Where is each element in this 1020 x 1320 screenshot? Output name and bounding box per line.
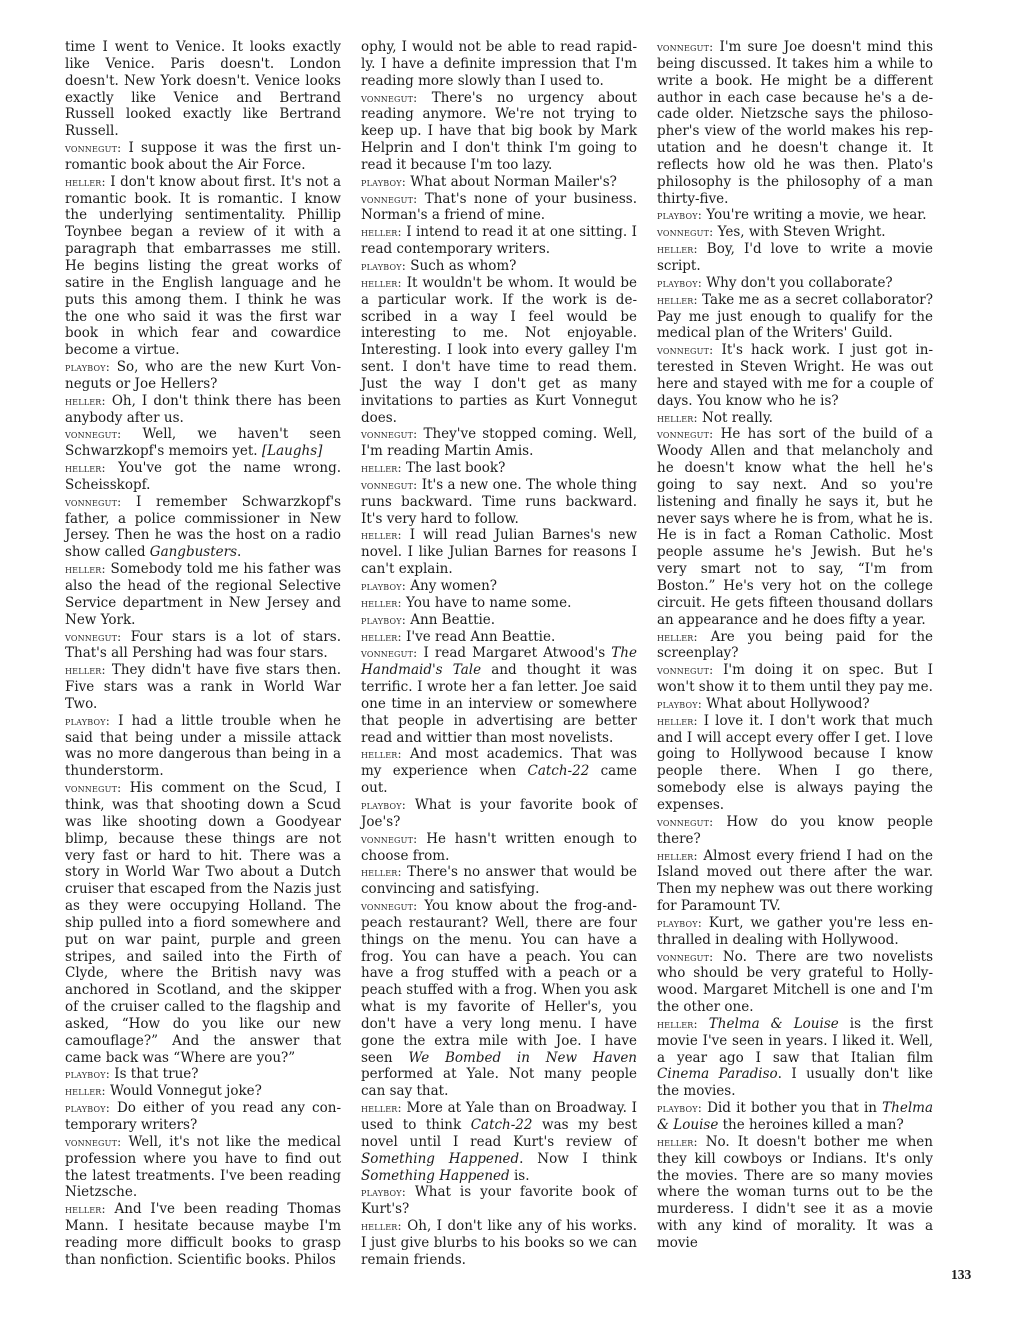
speaker-label: playboy: — [65, 1067, 110, 1082]
italic-title: Something Happened — [361, 1150, 520, 1167]
paragraph-text: Well, it's not like the medical profession where you have to find out the latest treatments. I've been reading Nietzsche. — [65, 1133, 341, 1201]
paragraph-text: Is that true? — [114, 1066, 199, 1083]
italic-title: We Bombed in New Haven — [408, 1049, 638, 1066]
interview-paragraph — [657, 814, 933, 848]
speaker-label: heller: — [657, 629, 698, 644]
paragraph-text: . Now I think — [519, 1150, 638, 1167]
speaker-label: heller: — [657, 242, 698, 257]
paragraph-text: . I usually don't like the movies. — [657, 1066, 934, 1100]
paragraph-text: No. It doesn't bother me when they kill cowboys or Indians. It's only the movies. There are so many movies where the woman turns out to be the murderess. I didn't see it as a movie with any kind of morality. It was a movie — [657, 1133, 933, 1251]
paragraph-text: They didn't have five stars then. Five stars was a rank in World War Two. — [65, 662, 341, 712]
paragraph-text: Somebody told me his father was also the head of the regional Selective Service department in New Jersey and New York. — [65, 561, 341, 628]
speaker-label: playboy: — [361, 174, 406, 189]
speaker-label: heller: — [65, 562, 106, 577]
paragraph-text: Any women? — [410, 578, 498, 594]
interview-paragraph — [65, 629, 341, 663]
italic-title: Something Happened — [361, 1167, 510, 1184]
speaker-label: heller: — [361, 865, 402, 880]
speaker-label: heller: — [65, 393, 106, 408]
interview-paragraph — [361, 746, 637, 797]
paragraph-text: Kurt, we gather you're less enthralled in dealing with Hollywood. — [657, 914, 933, 948]
speaker-label: playboy: — [361, 1185, 406, 1200]
interview-paragraph — [361, 39, 637, 90]
paragraph-text: What about Norman Mailer's? — [410, 173, 617, 190]
paragraph-text: Yes, with Steven Wright. — [717, 224, 886, 241]
interview-paragraph — [65, 174, 341, 359]
speaker-label: vonnegut: — [361, 831, 418, 846]
speaker-label: heller: — [361, 275, 402, 290]
speaker-label: heller: — [361, 629, 402, 644]
speaker-label: playboy: — [65, 360, 110, 375]
interview-paragraph — [65, 561, 341, 628]
speaker-label: heller: — [657, 1134, 698, 1149]
paragraph-text: I've read Ann Beattie. — [406, 628, 556, 645]
speaker-label: heller: — [361, 1219, 402, 1234]
paragraph-text: He has sort of the build of a Woody Allen and that melancholy and he doesn't know what the hell he's going to say next. And so you're listening and finally he says it, but he never says where he is from, what he is. He is in fact a Roman Catholic. Most people assume he's Jewish. But he's very smart not to say, “I'm from Boston.” He's very hot on the college circuit. He gets fifteen thousand dollars an appearance and he does fifty a year. — [657, 426, 933, 628]
interview-paragraph — [361, 831, 637, 865]
paragraph-text: His comment on the Scud, I think, was that shooting down a Scud was like shooting down a Goodyear blimp, because these things are not very fast or hard to hit. There was a story in World War Two about a Dutch cruiser that escaped from the Nazis just as they were occupying Holland. The ship pulled into a fiord somewhere and put on war paint, purple and green stripes, and sailed into the Firth of Clyde, where the British navy was anchored in Scotland, and the skipper of the cruiser called to the flagship and asked, “How do you like our new camouflage?” And the answer that came back was “Where are you?” — [65, 780, 341, 1066]
paragraph-text: He hasn't written enough to choose from. — [361, 830, 637, 864]
interview-paragraph — [65, 393, 341, 427]
paragraph-text: What is your favorite book of Kurt's? — [361, 1184, 637, 1218]
interview-paragraph — [657, 207, 933, 224]
speaker-label: vonnegut: — [361, 477, 418, 492]
speaker-label: vonnegut: — [657, 343, 714, 358]
interview-paragraph — [361, 645, 637, 746]
paragraph-text: I'm sure Joe doesn't mind this being discussed. It takes him a while to write a book. He might be a different author in each case because he's a decade older. Nietzsche says the philosopher's view of the world makes his reputation and he doesn't change it. It reflects how old he was then. Plato's philosophy is the philosophy of a man thirty-five. — [657, 39, 934, 207]
speaker-label: vonnegut: — [657, 427, 714, 442]
paragraph-text: How do you know people there? — [657, 813, 934, 847]
interview-paragraph — [657, 1100, 933, 1134]
speaker-label: heller: — [65, 1084, 106, 1099]
speaker-label: playboy: — [657, 696, 702, 711]
interview-paragraph — [657, 426, 933, 628]
paragraph-text: I don't know about first. It's not a romantic book. It is romantic. I know the underlying sentimentality. Phillip Toynbee began a review of it with a paragraph that embarrasses me still. He begins listing the great works of satire in the English language and he puts this among them. I think he was the one who said it was the first war book in which fear and cowardice become a virtue. — [65, 173, 342, 359]
paragraph-text: came out. — [361, 763, 637, 797]
interview-paragraph — [65, 662, 341, 713]
speaker-label: vonnegut: — [65, 629, 122, 644]
paragraph-text: What about Hollywood? — [706, 695, 870, 712]
speaker-label: heller: — [361, 747, 402, 762]
paragraph-text: performed at Yale. Not many people can say that. — [361, 1066, 637, 1100]
interview-paragraph — [361, 258, 637, 275]
speaker-label: vonnegut: — [65, 494, 122, 509]
speaker-label: vonnegut: — [361, 427, 418, 442]
paragraph-text: is the first movie I've seen in years. I liked it. Well, a year ago I saw that Italian film — [657, 1015, 933, 1066]
interview-paragraph — [361, 191, 637, 225]
speaker-label: playboy: — [361, 797, 406, 812]
interview-paragraph — [657, 949, 933, 1016]
speaker-label: vonnegut: — [361, 90, 418, 105]
interview-paragraph — [361, 797, 637, 831]
paragraph-text: Take me as a secret collaborator? Pay me just enough to qualify for the medical plan of the Writers' Guild. — [657, 291, 933, 342]
paragraph-text: What is your favorite book of Joe's? — [361, 796, 637, 830]
interview-paragraph — [361, 90, 637, 174]
speaker-label: playboy: — [657, 275, 702, 290]
interview-paragraph — [361, 174, 637, 191]
interview-paragraph — [657, 410, 933, 427]
speaker-label: playboy: — [657, 1101, 702, 1116]
paragraph-text: Boy, I'd love to write a movie script. — [657, 241, 934, 274]
interview-paragraph — [361, 477, 637, 528]
interview-paragraph — [65, 1083, 341, 1100]
speaker-label: vonnegut: — [361, 646, 418, 661]
interview-paragraph — [65, 140, 341, 174]
paragraph-text: I read Margaret Atwood's — [423, 645, 606, 662]
interview-paragraph — [361, 1218, 637, 1269]
paragraph-text: I suppose it was the first unromantic book about the Air Force. — [65, 140, 341, 173]
speaker-label: heller: — [65, 174, 106, 189]
paragraph-text: Well, we haven't seen Schwarzkopf's memoirs yet. — [65, 426, 341, 460]
interview-paragraph — [657, 1016, 933, 1100]
interview-paragraph — [361, 275, 637, 427]
speaker-label: heller: — [361, 461, 402, 476]
paragraph-text: You know about the frog-and-peach restaurant? Well, there are four things on the menu. You can have a frog. You can have a peach. You can have a frog stuffed with a peach or a peach stuffed with a frog. When you ask what is my favorite of Heller's, you don't have a very long menu. I have gone the extra mile with Joe. I have seen — [361, 898, 637, 1066]
speaker-label: heller: — [657, 848, 698, 863]
interview-paragraph — [657, 39, 933, 207]
paragraph-text: I will read Julian Barnes's new novel. I like Julian Barnes for reasons I can't explain. — [361, 527, 637, 578]
interview-paragraph — [657, 713, 933, 814]
speaker-label: vonnegut: — [65, 1134, 122, 1149]
paragraph-text: Ann Beattie. — [410, 611, 496, 628]
interview-paragraph — [657, 342, 933, 409]
interview-paragraph — [65, 460, 341, 494]
interview-paragraph — [657, 224, 933, 241]
paragraph-text: Would Vonnegut joke? — [110, 1083, 262, 1100]
interview-paragraph — [65, 780, 341, 1066]
paragraph-text: You're writing a movie, we hear. — [706, 207, 927, 224]
paragraph-text: . — [237, 544, 242, 561]
speaker-label: heller: — [361, 1101, 402, 1116]
speaker-label: playboy: — [657, 915, 702, 930]
paragraph-text: It's a new one. The whole thing runs backward. Time runs backward. It's very hard to follow. — [361, 476, 637, 527]
paragraph-text: Four stars is a lot of stars. That's all Pershing had was four stars. — [65, 628, 341, 662]
paragraph-text: Oh, I don't like any of his works. I just give blurbs to his books so we can remain friends. — [361, 1218, 637, 1268]
speaker-label: heller: — [361, 595, 402, 610]
interview-paragraph — [361, 629, 637, 646]
interview-paragraph — [361, 460, 637, 477]
italic-title: Thelma & Louise — [708, 1015, 839, 1032]
speaker-label: playboy: — [65, 1101, 110, 1116]
paragraph-text: and thought it was terrific. I wrote her a fan letter. Joe said one time in an interview or somewhere that people in advertising are better read and wittier than most novelists. — [361, 662, 637, 746]
italic-title: Gangbusters — [149, 544, 238, 561]
interview-paragraph — [657, 848, 933, 915]
interview-paragraph — [657, 275, 933, 292]
paragraph-text: ophy, I would not be able to read rapidly. I have a definite impression that I'm reading more slowly than I used to. — [361, 39, 637, 89]
interview-paragraph — [361, 1184, 637, 1218]
interview-paragraph — [361, 224, 637, 258]
italic-title: Cinema Paradiso — [657, 1066, 778, 1083]
italic-title: The Handmaid's Tale — [361, 645, 637, 679]
speaker-label: heller: — [657, 713, 698, 728]
speaker-label: heller: — [361, 528, 402, 543]
interview-paragraph — [361, 426, 637, 460]
speaker-label: vonnegut: — [657, 40, 714, 54]
italic-title: Catch-22 — [527, 763, 590, 780]
speaker-label: heller: — [657, 1016, 698, 1031]
interview-paragraph — [65, 1066, 341, 1083]
interview-paragraph — [65, 494, 341, 561]
page-number: 133 — [951, 1267, 972, 1282]
paragraph-text: And I've been reading Thomas Mann. I hesitate because maybe I'm reading more difficult books to grasp than nonfiction. Scientific books. Philos — [65, 1201, 341, 1268]
paragraph-text: They've stopped coming. Well, I'm reading Martin Amis. — [361, 426, 637, 460]
speaker-label: heller: — [65, 663, 106, 678]
interview-paragraph — [65, 1134, 341, 1201]
interview-paragraph — [361, 612, 637, 629]
interview-paragraph — [361, 864, 637, 898]
interview-paragraph — [65, 1201, 341, 1268]
interview-paragraph — [657, 241, 933, 275]
italic-title: [Laughs] — [261, 443, 323, 460]
speaker-label: vonnegut: — [657, 663, 714, 678]
paragraph-text: Not really. — [702, 409, 773, 426]
speaker-label: vonnegut: — [361, 899, 418, 914]
paragraph-text: I love it. I don't work that much and I will accept every offer I get. I love going to Hollywood because I know people there. When I go there, somebody else is always paying the expenses. — [657, 712, 933, 813]
speaker-label: vonnegut: — [65, 427, 122, 442]
speaker-label: vonnegut: — [657, 814, 714, 829]
paragraph-text: It wouldn't be whom. It would be a particular work. If the work is described in a way I feel would be interesting to me. Not enjoyable. Interesting. I look into every galley I'm sent. I don't have time to read them. Just the way I don't get as many invitations to parties as Kurt Vonnegut does. — [361, 274, 637, 426]
paragraph-text: More at Yale than on Broadway. I used to think — [361, 1100, 637, 1133]
paragraph-text: is. — [509, 1167, 530, 1184]
paragraph-text: Are you being paid for the screenplay? — [657, 628, 934, 662]
paragraph-text: You have to name some. — [406, 594, 572, 611]
interview-paragraph — [361, 595, 637, 612]
interview-paragraph — [65, 426, 341, 460]
paragraph-text: There's no urgency about reading anymore. We're not trying to keep up. I have that big book by Mark Helprin and I don't think I'm going to read it because I'm too lazy. — [361, 89, 637, 173]
speaker-label: vonnegut: — [65, 141, 122, 156]
paragraph-text: time I went to Venice. It looks exactly like Venice. Paris doesn't. London doesn't. New York doesn't. Venice looks exactly like Venice and Bertrand Russell looked exactly like Bertrand Russell. — [65, 39, 341, 140]
interview-paragraph — [657, 1134, 933, 1252]
paragraph-text: I had a little trouble when he said that being under a missile attack was no more dangerous than being in a thunderstorm. — [65, 712, 342, 780]
interview-paragraph — [361, 527, 637, 578]
speaker-label: vonnegut: — [657, 949, 714, 964]
paragraph-text: No. There are two novelists who should be very grateful to Hollywood. Margaret Mitchell is one and I'm the other one. — [657, 948, 933, 1016]
paragraph-text: Almost every friend I had on the Island moved out there after the war. Then my nephew was out there working for Paramount TV. — [657, 847, 933, 915]
italic-title: Catch-22 — [470, 1117, 533, 1133]
paragraph-text: Do either of you read any contemporary writers? — [65, 1100, 341, 1133]
paragraph-text: I intend to read it at one sitting. I read contemporary writers. — [361, 224, 637, 258]
speaker-label: heller: — [65, 1202, 106, 1217]
interview-paragraph — [657, 696, 933, 713]
speaker-label: playboy: — [65, 713, 110, 728]
interview-paragraph — [361, 898, 637, 1100]
speaker-label: heller: — [657, 292, 698, 307]
paragraph-text: It's hack work. I just got interested in Steven Wright. He was out here and stayed with me for a couple of days. You know who he is? — [657, 342, 933, 409]
interview-paragraph — [65, 713, 341, 780]
interview-paragraph — [361, 1100, 637, 1184]
interview-paragraph — [65, 359, 341, 393]
speaker-label: playboy: — [361, 579, 406, 593]
interview-paragraph — [657, 915, 933, 949]
paragraph-text: So, who are the new Kurt Vonneguts or Joe Hellers? — [65, 359, 341, 392]
text-column-1 — [65, 39, 341, 1269]
interview-paragraph — [657, 292, 933, 343]
text-column-3 — [657, 39, 933, 1252]
speaker-label: heller: — [361, 225, 402, 240]
speaker-label: vonnegut: — [65, 781, 122, 796]
speaker-label: vonnegut: — [361, 191, 418, 206]
speaker-label: heller: — [657, 410, 698, 425]
interview-paragraph — [657, 662, 933, 696]
paragraph-text: Oh, I don't think there has been anybody after us. — [65, 392, 341, 426]
paragraph-text: I'm doing it on spec. But I won't show it to them until they pay me. — [657, 662, 933, 696]
paragraph-text: Why don't you collaborate? — [706, 274, 893, 291]
speaker-label: heller: — [65, 461, 106, 476]
speaker-label: playboy: — [361, 612, 406, 627]
paragraph-text: The last book? — [406, 460, 506, 477]
interview-paragraph — [361, 578, 637, 595]
text-column-2 — [361, 39, 637, 1269]
paragraph-text: Did it bother you that in — [707, 1100, 877, 1117]
paragraph-text: the heroines killed a man? — [718, 1117, 904, 1133]
interview-paragraph — [657, 629, 933, 663]
interview-paragraph — [65, 1100, 341, 1134]
paragraph-text: There's no answer that would be convincing and satisfying. — [361, 864, 637, 898]
interview-paragraph — [65, 39, 341, 140]
paragraph-text: I remember Schwarzkopf's father, a police commissioner in New Jersey. Then he was the host on a radio show called — [65, 493, 341, 561]
paragraph-text: was my best novel until I read Kurt's review of — [361, 1117, 637, 1150]
paragraph-text: Such as whom? — [410, 257, 517, 274]
paragraph-text: That's none of your business. Norman's a friend of mine. — [361, 190, 637, 224]
paragraph-text: And most academics. That was my experience when — [361, 746, 637, 780]
italic-title: Thelma & Louise — [657, 1100, 933, 1133]
speaker-label: playboy: — [361, 258, 406, 273]
paragraph-text: You've got the name wrong. Scheisskopf. — [65, 460, 342, 493]
speaker-label: playboy: — [657, 208, 702, 223]
speaker-label: vonnegut: — [657, 225, 714, 240]
